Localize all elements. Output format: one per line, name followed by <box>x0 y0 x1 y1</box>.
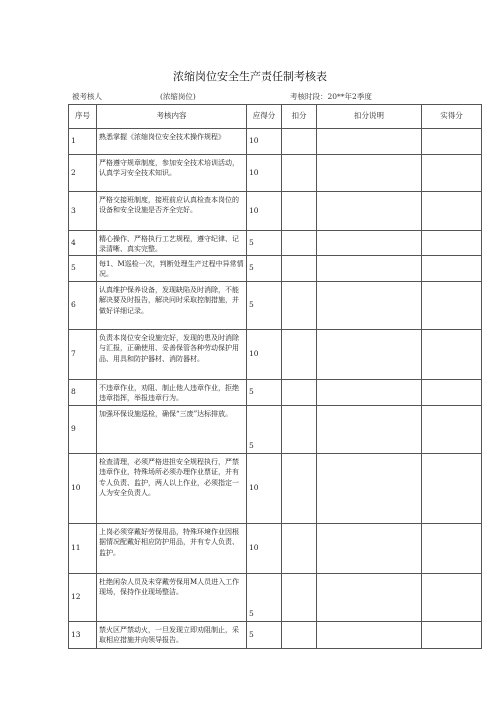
actual-score-cell[interactable] <box>422 256 482 282</box>
table-row <box>69 380 482 406</box>
deduct-note-cell[interactable] <box>317 282 422 330</box>
row-content: 每1、M巡检一次，判断处理生产过程中异常情况。 <box>97 256 247 282</box>
row-score: 10 <box>247 524 282 574</box>
deduct-cell[interactable] <box>282 524 317 574</box>
table-header-row <box>69 105 482 129</box>
table-row <box>69 330 482 380</box>
actual-score-cell[interactable] <box>422 330 482 380</box>
deduct-note-cell[interactable] <box>317 192 422 231</box>
header-deduct-note: 扣分说明 <box>317 105 422 129</box>
deduct-cell[interactable] <box>282 155 317 192</box>
row-score: 10 <box>247 454 282 524</box>
actual-score-cell[interactable] <box>422 524 482 574</box>
actual-score-cell[interactable] <box>422 282 482 330</box>
deduct-cell[interactable] <box>282 231 317 256</box>
deduct-note-cell[interactable] <box>317 524 422 574</box>
row-no: 1 <box>69 129 97 155</box>
deduct-note-cell[interactable] <box>317 330 422 380</box>
assessment-table <box>68 104 482 649</box>
deduct-note-cell[interactable] <box>317 622 422 649</box>
row-content: 不违章作业，劝阻、制止他人违章作业，拒绝违章指挥，举报违章行为。 <box>97 380 247 406</box>
row-content: 严格遵守规章制度，参加安全技术培训活动，认真学习安全技术知识。 <box>97 155 247 192</box>
row-no: 9 <box>69 406 97 454</box>
deduct-cell[interactable] <box>282 380 317 406</box>
row-score: 5 <box>247 256 282 282</box>
header-actual: 实得分 <box>422 105 482 129</box>
row-score: 5 <box>247 406 282 454</box>
row-content: 认真维护保养设备，发现缺陷及时消除，不能解决要及时报告，解决问时采取控制措施，并做好详细记录。 <box>97 282 247 330</box>
row-score: 10 <box>247 330 282 380</box>
deduct-cell[interactable] <box>282 282 317 330</box>
deduct-note-cell[interactable] <box>317 129 422 155</box>
row-content: 杜绝闲杂人员及未穿戴劳保用M人员进入工作现场，保持作业现场整洁。 <box>97 574 247 622</box>
row-content: 精心操作、严格执行工艺规程，遵守纪律、记录清晰、真实完整。 <box>97 231 247 256</box>
row-score: 5 <box>247 380 282 406</box>
deduct-note-cell[interactable] <box>317 231 422 256</box>
row-no: 3 <box>69 192 97 231</box>
row-content: 上岗必须穿戴好劳保用品，特殊环境作业因根据情况配戴好相应防护用品，并有专人负责、监护。 <box>97 524 247 574</box>
deduct-cell[interactable] <box>282 129 317 155</box>
actual-score-cell[interactable] <box>422 574 482 622</box>
row-score: 5 <box>247 231 282 256</box>
deduct-note-cell[interactable] <box>317 574 422 622</box>
row-no: 8 <box>69 380 97 406</box>
deduct-note-cell[interactable] <box>317 155 422 192</box>
deduct-cell[interactable] <box>282 330 317 380</box>
table-row <box>69 256 482 282</box>
deduct-note-cell[interactable] <box>317 406 422 454</box>
deduct-note-cell[interactable] <box>317 454 422 524</box>
row-score: 10 <box>247 129 282 155</box>
deduct-cell[interactable] <box>282 622 317 649</box>
table-row <box>69 454 482 524</box>
actual-score-cell[interactable] <box>422 406 482 454</box>
row-content: 严格交接班制度，接班前应认真检查本岗位的设备和安全设施是否齐全完好。 <box>97 192 247 231</box>
actual-score-cell[interactable] <box>422 192 482 231</box>
row-score: 10 <box>247 192 282 231</box>
actual-score-cell[interactable] <box>422 622 482 649</box>
row-score: 10 <box>247 155 282 192</box>
table-row <box>69 524 482 574</box>
row-content: 禁火区严禁动火，一旦发现立即劝阻制止，采取相应措施并向领导报告。 <box>97 622 247 649</box>
table-row <box>69 192 482 231</box>
table-row <box>69 574 482 622</box>
row-content: 负责本岗位安全设施完好，发现的患及时消除与汇报，正确使用、妥善保管各种劳动保护用品、用具和防护器材、消防器材。 <box>97 330 247 380</box>
row-no: 4 <box>69 231 97 256</box>
deduct-cell[interactable] <box>282 256 317 282</box>
row-no: 10 <box>69 454 97 524</box>
row-no: 7 <box>69 330 97 380</box>
table-row <box>69 231 482 256</box>
deduct-cell[interactable] <box>282 406 317 454</box>
header-score: 应得分 <box>247 105 282 129</box>
row-no: 6 <box>69 282 97 330</box>
deduct-cell[interactable] <box>282 574 317 622</box>
table-row <box>69 282 482 330</box>
actual-score-cell[interactable] <box>422 155 482 192</box>
position-label: (浓缩岗位) <box>160 92 196 101</box>
row-no: 13 <box>69 622 97 649</box>
row-content: 加强环保设施巡检，确保“三废”达标排放。 <box>97 406 247 454</box>
row-content: 检查清理，必须严格进担安全规程执行，严禁违章作业，特殊场所必须办理作业票证，并有专人负责、监护，两人以上作业，必须指定一人为安全负责人。 <box>97 454 247 524</box>
table-row <box>69 129 482 155</box>
row-no: 2 <box>69 155 97 192</box>
row-no: 5 <box>69 256 97 282</box>
period-label: 考核时段：20**年2季度 <box>290 92 372 101</box>
actual-score-cell[interactable] <box>422 454 482 524</box>
table-row <box>69 622 482 649</box>
table-row <box>69 155 482 192</box>
row-score: 5 <box>247 622 282 649</box>
actual-score-cell[interactable] <box>422 129 482 155</box>
header-content: 考核内容 <box>97 105 247 129</box>
deduct-cell[interactable] <box>282 192 317 231</box>
deduct-note-cell[interactable] <box>317 256 422 282</box>
row-score: 5 <box>247 282 282 330</box>
actual-score-cell[interactable] <box>422 231 482 256</box>
row-content: 熟悉掌握《浓缩岗位安全技术操作规程》 <box>97 129 247 155</box>
examinee-label: 被考核人 <box>72 92 102 101</box>
deduct-cell[interactable] <box>282 454 317 524</box>
page-title: 浓缩岗位安全生产责任制考核表 <box>173 70 327 83</box>
row-no: 11 <box>69 524 97 574</box>
header-deduct: 扣分 <box>282 105 317 129</box>
deduct-note-cell[interactable] <box>317 380 422 406</box>
row-score: 5 <box>247 574 282 622</box>
header-no: 序号 <box>69 105 97 129</box>
row-no: 12 <box>69 574 97 622</box>
actual-score-cell[interactable] <box>422 380 482 406</box>
table-row <box>69 406 482 454</box>
